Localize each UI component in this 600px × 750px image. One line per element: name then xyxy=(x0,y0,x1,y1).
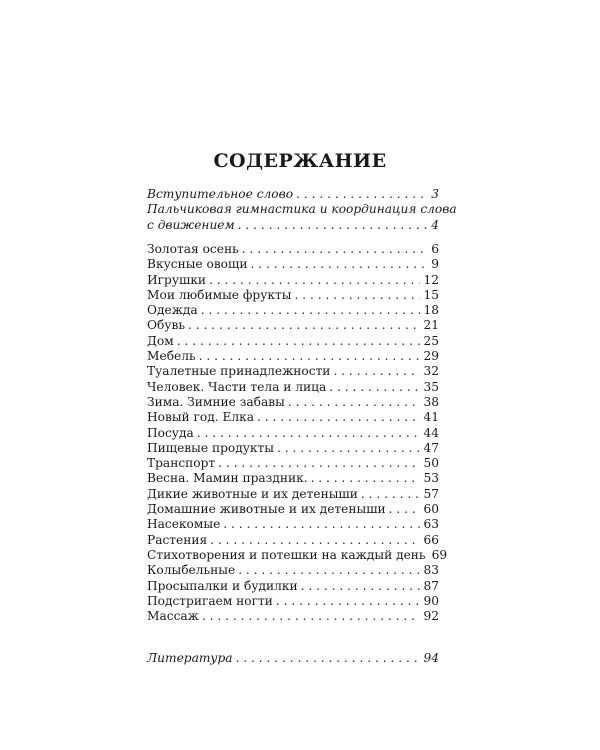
toc-entry-page: 35 xyxy=(423,379,439,394)
toc-entry-page: 29 xyxy=(423,349,439,364)
dot-leader xyxy=(242,242,429,257)
toc-entry-label: Массаж xyxy=(147,609,199,624)
toc-entry xyxy=(147,609,439,624)
toc-entry-page: 47 xyxy=(423,440,439,455)
toc-entry xyxy=(147,318,439,333)
toc-entry-label: Домашние животные и их детеныши xyxy=(147,502,386,517)
toc-entry-label: Мои любимые фрукты xyxy=(147,287,292,302)
toc-literature-section xyxy=(147,651,439,666)
toc-entry-page: 25 xyxy=(423,333,439,348)
toc-entry-page: 12 xyxy=(423,272,439,287)
toc-entry-page: 87 xyxy=(423,578,439,593)
toc-entry-label: Насекомые xyxy=(147,517,221,532)
toc-entry xyxy=(147,257,439,272)
dot-leader xyxy=(210,533,420,548)
toc-entry-page: 6 xyxy=(431,242,439,256)
dot-leader xyxy=(177,334,421,349)
toc-entry-finger-gym xyxy=(147,218,439,233)
toc-entry-page: 41 xyxy=(423,410,439,425)
toc-entry-page: 92 xyxy=(423,609,439,624)
toc-entry-page: 38 xyxy=(423,394,439,409)
toc-entry xyxy=(147,380,439,395)
toc-entry-label: Новый год. Елка xyxy=(147,410,255,425)
toc-entry-literature xyxy=(147,651,439,666)
toc-entry-page: 57 xyxy=(423,486,439,501)
toc-entry-label: Весна. Мамин праздник. xyxy=(147,471,308,486)
dot-leader xyxy=(199,349,421,364)
toc-entry-page: 44 xyxy=(423,425,439,440)
toc-entry xyxy=(147,563,439,578)
toc-entry-page: 60 xyxy=(423,502,439,517)
toc-entry-label: с движением xyxy=(147,217,235,232)
toc-entry xyxy=(147,242,439,257)
toc-entry-page: 90 xyxy=(423,593,439,608)
toc-entry xyxy=(147,471,439,486)
toc-entry-label: Вкусные овощи xyxy=(147,257,248,272)
dot-leader xyxy=(288,395,421,410)
toc-entry xyxy=(147,456,439,471)
toc-entry-label: Подстригаем ногти xyxy=(147,593,273,608)
toc-entry-page: 9 xyxy=(431,257,439,272)
dot-leader xyxy=(329,380,420,395)
toc-entry-label: Золотая осень xyxy=(147,242,239,256)
toc-entry-label: Растения xyxy=(147,532,208,547)
toc-entry xyxy=(147,303,439,318)
toc-entry-label: Литература xyxy=(147,651,233,665)
dot-leader xyxy=(361,487,421,502)
dot-leader xyxy=(294,288,420,303)
toc-entry-page: 94 xyxy=(423,651,439,665)
dot-leader xyxy=(277,441,421,456)
toc-entry-page: 4 xyxy=(431,217,439,232)
toc-entry-page: 69 xyxy=(431,547,448,562)
toc-entry-page: 3 xyxy=(431,187,439,201)
toc-entry-label: Колыбельные xyxy=(147,563,236,578)
dot-leader xyxy=(202,609,421,624)
toc-entry-label: Дикие животные и их детеныши xyxy=(147,486,358,501)
toc-entry xyxy=(147,288,439,303)
toc-entry xyxy=(147,487,439,502)
dot-leader xyxy=(311,471,421,486)
toc-entry-page: 15 xyxy=(423,287,439,302)
dot-leader xyxy=(301,579,421,594)
toc-entry-page: 63 xyxy=(423,517,439,532)
dot-leader xyxy=(201,303,421,318)
toc-entry-label: Просыпалки и будилки xyxy=(147,578,298,593)
toc-entry xyxy=(147,441,439,456)
toc-entry-label: Посуда xyxy=(147,425,194,440)
dot-leader xyxy=(257,410,420,425)
toc-entry xyxy=(147,273,439,288)
dot-leader xyxy=(238,563,420,578)
dot-leader xyxy=(296,187,428,202)
dot-leader xyxy=(276,594,421,609)
toc-entry-page: 53 xyxy=(423,471,439,486)
toc-entry xyxy=(147,533,439,548)
toc-entry-intro xyxy=(147,187,439,202)
toc-entry-page: 50 xyxy=(423,456,439,471)
dot-leader xyxy=(389,502,421,517)
toc-entry-label: Игрушки xyxy=(147,272,207,287)
toc-entry xyxy=(147,395,439,410)
toc-entry xyxy=(147,594,439,609)
toc-entry-label: Транспорт xyxy=(147,456,216,471)
toc-entry-page: 32 xyxy=(423,364,439,379)
dot-leader xyxy=(218,456,420,471)
dot-leader xyxy=(209,273,420,288)
toc-entry-page: 83 xyxy=(423,563,439,578)
toc-entry xyxy=(147,579,439,594)
dot-leader xyxy=(223,517,420,532)
toc-main-list xyxy=(147,242,448,624)
toc-entry-label: Обувь xyxy=(147,318,185,333)
toc-entry xyxy=(147,349,439,364)
dot-leader xyxy=(197,426,421,441)
dot-leader xyxy=(188,318,420,333)
dot-leader xyxy=(333,364,420,379)
dot-leader xyxy=(250,257,428,272)
page-title: СОДЕРЖАНИЕ xyxy=(213,150,387,172)
dot-leader xyxy=(236,651,421,666)
toc-entry xyxy=(147,364,439,379)
toc-entry-page: 21 xyxy=(423,318,439,333)
toc-entry xyxy=(147,547,448,563)
toc-entry-label: Туалетные принадлежности xyxy=(147,364,331,379)
toc-intro-section xyxy=(147,187,457,233)
toc-entry xyxy=(147,517,439,532)
dot-leader xyxy=(238,218,429,233)
toc-entry xyxy=(147,426,439,441)
toc-entry-page: 18 xyxy=(423,303,439,318)
toc-entry-page: 66 xyxy=(423,532,439,547)
toc-entry-label: Вступительное слово xyxy=(147,187,294,201)
toc-entry xyxy=(147,334,439,349)
toc-entry-label: Стихотворения и потешки на каждый день xyxy=(147,547,426,562)
toc-entry-label: Человек. Части тела и лица xyxy=(147,379,327,394)
toc-entry-finger-gym-line1: Пальчиковая гимнастика и координация слова xyxy=(147,202,457,217)
toc-entry-label: Дом xyxy=(147,333,174,348)
toc-entry xyxy=(147,410,439,425)
toc-entry xyxy=(147,502,439,517)
toc-entry-label: Одежда xyxy=(147,303,198,318)
toc-entry-label: Пищевые продукты xyxy=(147,440,274,455)
toc-entry-label: Зима. Зимние забавы xyxy=(147,394,285,409)
toc-entry-label: Мебель xyxy=(147,349,196,364)
